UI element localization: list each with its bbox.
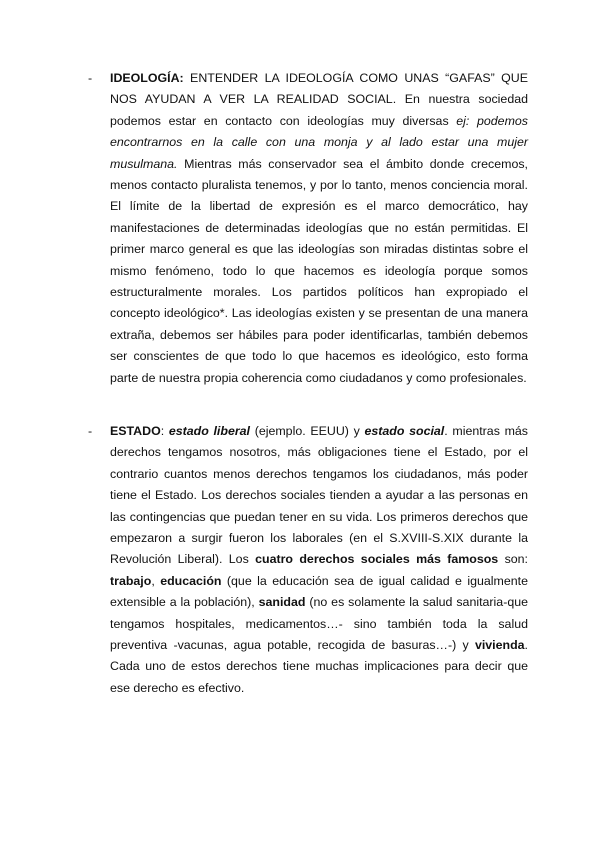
bullet-dash: -: [88, 71, 93, 85]
sanidad-term: sanidad: [258, 595, 306, 610]
bullet-dash: -: [88, 424, 93, 438]
trabajo-term: trabajo: [110, 573, 152, 588]
educacion-term: educación: [160, 573, 222, 588]
estado-text-2: (que la educación sea de igual calidad e igualmente extensible a la población),: [110, 573, 528, 610]
estado-social: estado social: [364, 424, 445, 438]
estado-liberal: estado liberal: [168, 424, 250, 438]
estado-sep: :: [160, 424, 169, 438]
ideologia-example: ej: podemos encontrarnos en la calle con una monja y al lado estar una mujer musulmana.: [110, 113, 528, 171]
cuatro-derechos: cuatro derechos sociales más famosos: [255, 552, 499, 567]
estado-text-3: (no es solamente la salud sanitaria-que tengamos hospitales, medicamentos…- sino también toda la salud preventiva -vacunas, agua potable, recogida de basuras…-) y: [110, 595, 528, 653]
estado-son: son:: [498, 552, 528, 567]
estado-comma: ,: [151, 573, 161, 588]
ideologia-paragraph: [110, 68, 528, 389]
estado-heading: ESTADO: [110, 424, 161, 438]
estado-paragraph: [110, 421, 528, 699]
estado-text-1: . mientras más derechos tengamos nosotros, más obligaciones tiene el Estado, por el contrario cuantos menos derechos tengamos los ciudadanos, más poder tiene el Estado. Los derechos sociales tienden a ayudar a las personas en las contingencias que puedan tener en su vida. Los primeros derechos que empezaron a surgir fueron los laborales (en el S.XVIII-S.XIX durante la Revolución Liberal). Los: [110, 424, 528, 567]
vivienda-term: vivienda: [474, 638, 525, 653]
estado-text-4: . Cada uno de estos derechos tiene muchas implicaciones para decir que ese derecho es efectivo.: [110, 638, 528, 695]
estado-example: (ejemplo. EEUU) y: [250, 424, 365, 438]
ideologia-text-2: Mientras más conservador sea el ámbito donde crecemos, menos contacto pluralista tenemos, y por lo tanto, menos conciencia moral. El límite de la libertad de expresión es el marco democrático, hay manifestaciones de determinadas ideologías que no están permitidas. El primer marco general es que las ideologías son miradas distintas sobre el mismo fenómeno, todo lo que hacemos es ideología porque somos estructuralmente morales. Los partidos políticos han expropiado el concepto ideológico*. Las ideologías existen y se presentan de una manera extraña, debemos ser hábiles para poder identificarlas, también debemos ser conscientes de que todo lo que hacemos es ideológico, esto forma parte de nuestra propia coherencia como ciudadanos y como profesionales.: [110, 156, 528, 385]
ideologia-heading: IDEOLOGÍA:: [110, 71, 184, 85]
ideologia-text-1: ENTENDER LA IDEOLOGÍA COMO UNAS “GAFAS” QUE NOS AYUDAN A VER LA REALIDAD SOCIAL. En nuestra sociedad podemos estar en contacto con ideologías muy diversas: [110, 71, 528, 128]
